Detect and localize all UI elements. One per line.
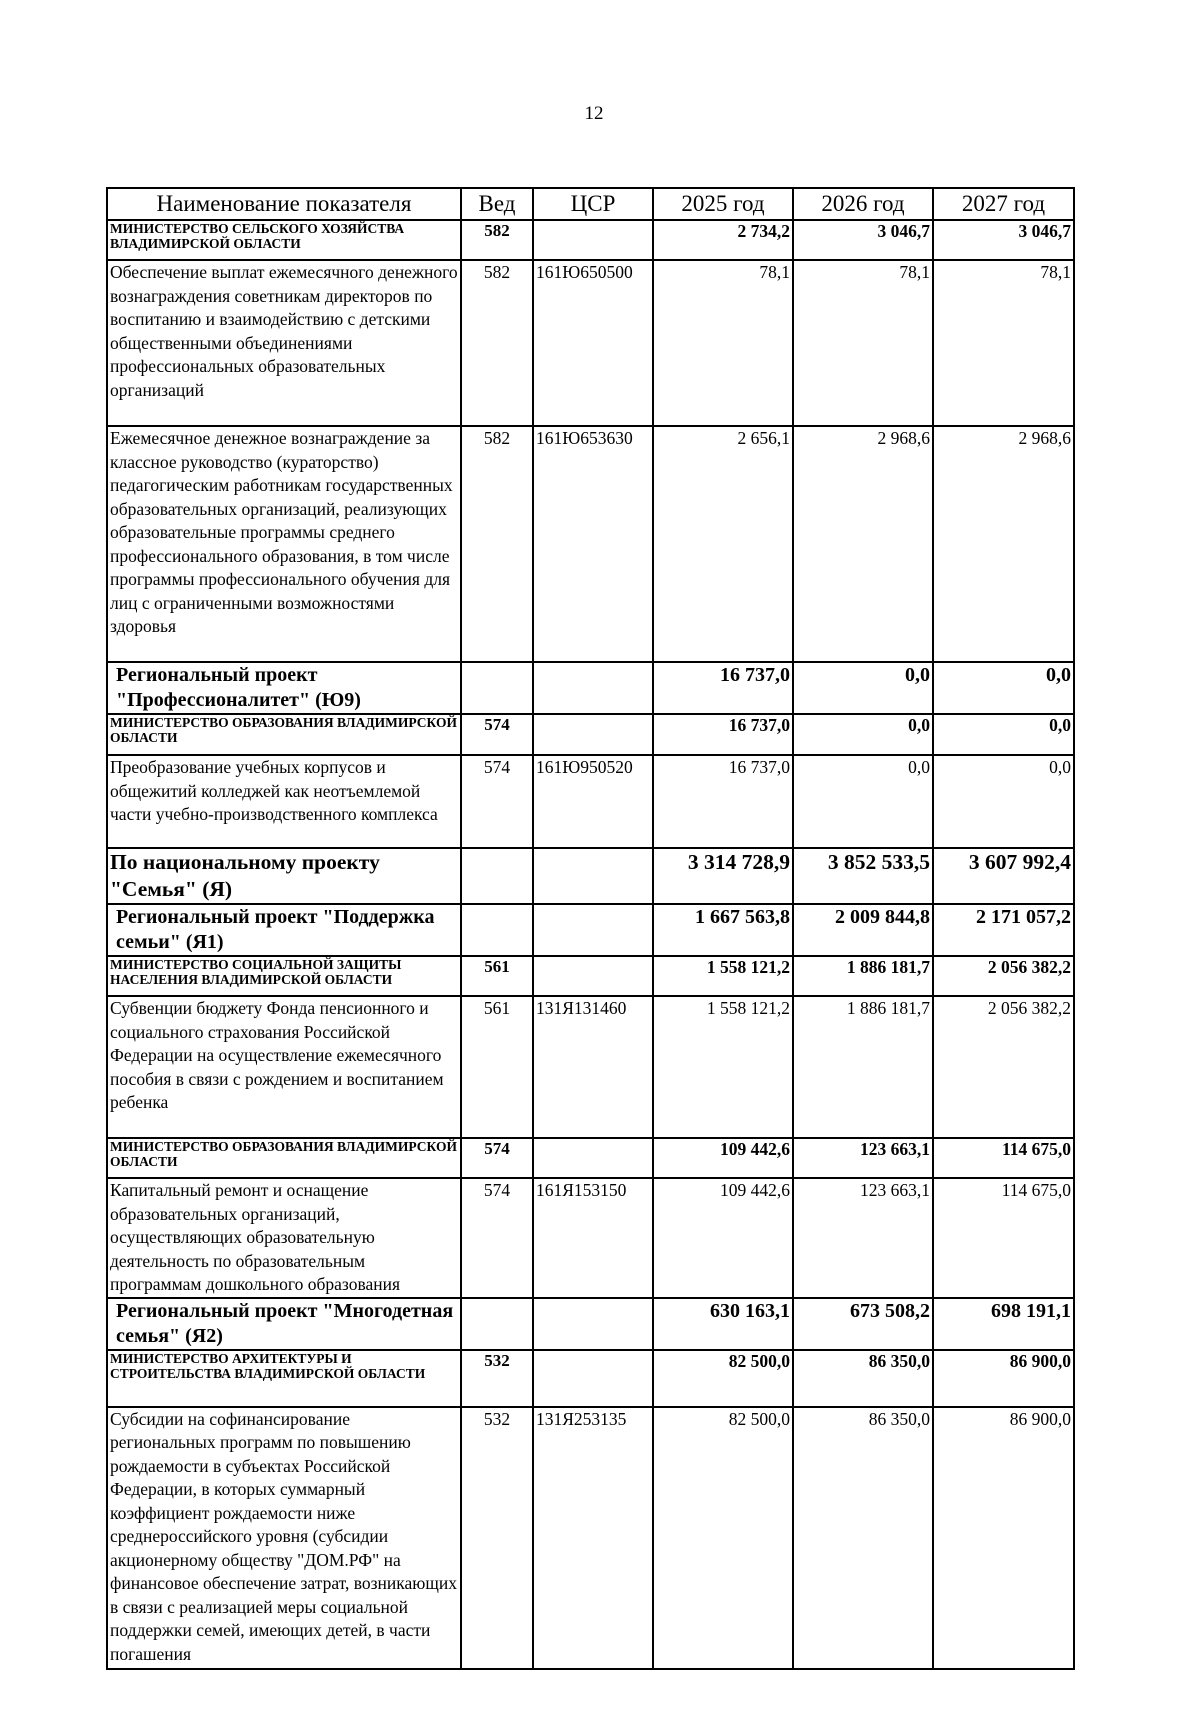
- cell-2026: 2 009 844,8: [793, 904, 933, 956]
- page-number: 12: [584, 103, 604, 124]
- cell-ved: 574: [461, 714, 533, 755]
- cell-2026: 1 886 181,7: [793, 996, 933, 1138]
- cell-ved: 574: [461, 1138, 533, 1178]
- cell-ved: [461, 1298, 533, 1350]
- cell-name: МИНИСТЕРСТВО ОБРАЗОВАНИЯ ВЛАДИМИРСКОЙ ОБЛАСТИ: [107, 1138, 461, 1178]
- cell-2027: 0,0: [933, 662, 1074, 714]
- cell-name: МИНИСТЕРСТВО ОБРАЗОВАНИЯ ВЛАДИМИРСКОЙ ОБЛАСТИ: [107, 714, 461, 755]
- cell-2027: 114 675,0: [933, 1138, 1074, 1178]
- cell-csr: [533, 714, 653, 755]
- cell-ved: 582: [461, 426, 533, 662]
- cell-name: Ежемесячное денежное вознаграждение за классное руководство (кураторство) педагогическим работникам государственных образовательных организаций, реализующих образовательные программы среднего профессионального образования, в том числе программы профессионального обучения для лиц с ограниченными возможностями здоровья: [107, 426, 461, 662]
- cell-ved: [461, 848, 533, 904]
- cell-csr: [533, 662, 653, 714]
- cell-ved: [461, 662, 533, 714]
- cell-2027: 0,0: [933, 714, 1074, 755]
- cell-2025: 109 442,6: [653, 1138, 793, 1178]
- cell-ved: 582: [461, 220, 533, 260]
- table-row: [107, 662, 1074, 714]
- cell-ved: 532: [461, 1350, 533, 1407]
- cell-ved: [461, 904, 533, 956]
- cell-2026: 1 886 181,7: [793, 956, 933, 996]
- cell-name: По национальному проекту "Семья" (Я): [107, 848, 461, 904]
- cell-csr: 131Я253135: [533, 1407, 653, 1669]
- cell-2025: 1 558 121,2: [653, 956, 793, 996]
- table-row: [107, 714, 1074, 755]
- cell-2026: 3 046,7: [793, 220, 933, 260]
- table-row: [107, 1407, 1074, 1669]
- cell-2027: 78,1: [933, 260, 1074, 426]
- cell-2025: 16 737,0: [653, 714, 793, 755]
- header-name: Наименование показателя: [107, 188, 461, 220]
- cell-name: Преобразование учебных корпусов и общежитий колледжей как неотъемлемой части учебно-производственного комплекса: [107, 755, 461, 848]
- cell-2026: 2 968,6: [793, 426, 933, 662]
- cell-2026: 3 852 533,5: [793, 848, 933, 904]
- cell-2025: 82 500,0: [653, 1407, 793, 1669]
- cell-csr: [533, 956, 653, 996]
- cell-2026: 0,0: [793, 714, 933, 755]
- cell-2027: 2 171 057,2: [933, 904, 1074, 956]
- cell-2025: 16 737,0: [653, 755, 793, 848]
- table-row: [107, 1138, 1074, 1178]
- cell-2025: 1 558 121,2: [653, 996, 793, 1138]
- cell-2027: 3 607 992,4: [933, 848, 1074, 904]
- cell-csr: [533, 1298, 653, 1350]
- cell-2027: 698 191,1: [933, 1298, 1074, 1350]
- cell-2026: 0,0: [793, 755, 933, 848]
- table-row: [107, 426, 1074, 662]
- table-row: [107, 848, 1074, 904]
- cell-csr: 161Ю650500: [533, 260, 653, 426]
- cell-csr: [533, 1350, 653, 1407]
- header-2027: 2027 год: [933, 188, 1074, 220]
- cell-csr: [533, 1138, 653, 1178]
- cell-2025: 16 737,0: [653, 662, 793, 714]
- cell-name: Региональный проект "Многодетная семья" (Я2): [107, 1298, 461, 1350]
- header-2025: 2025 год: [653, 188, 793, 220]
- cell-2026: 78,1: [793, 260, 933, 426]
- table-header-row: [107, 188, 1074, 220]
- table-row: [107, 904, 1074, 956]
- cell-2025: 1 667 563,8: [653, 904, 793, 956]
- table-row: [107, 260, 1074, 426]
- cell-2027: 2 968,6: [933, 426, 1074, 662]
- cell-2025: 82 500,0: [653, 1350, 793, 1407]
- table-row: [107, 1178, 1074, 1298]
- cell-2027: 2 056 382,2: [933, 956, 1074, 996]
- cell-name: МИНИСТЕРСТВО СЕЛЬСКОГО ХОЗЯЙСТВА ВЛАДИМИРСКОЙ ОБЛАСТИ: [107, 220, 461, 260]
- cell-2025: 2 656,1: [653, 426, 793, 662]
- header-csr: ЦСР: [533, 188, 653, 220]
- cell-2025: 3 314 728,9: [653, 848, 793, 904]
- table-body: [107, 220, 1074, 1669]
- cell-2027: 3 046,7: [933, 220, 1074, 260]
- cell-csr: [533, 904, 653, 956]
- cell-2027: 2 056 382,2: [933, 996, 1074, 1138]
- cell-name: Обеспечение выплат ежемесячного денежного вознаграждения советникам директоров по воспитанию и взаимодействию с детскими общественными объединениями профессиональных образовательных организаций: [107, 260, 461, 426]
- budget-table: [106, 187, 1075, 1670]
- cell-ved: 561: [461, 956, 533, 996]
- cell-name: Субвенции бюджету Фонда пенсионного и социального страхования Российской Федерации на осуществление ежемесячного пособия в связи с рождением и воспитанием ребенка: [107, 996, 461, 1138]
- cell-csr: [533, 848, 653, 904]
- table-row: [107, 1298, 1074, 1350]
- cell-2026: 86 350,0: [793, 1407, 933, 1669]
- cell-2025: 109 442,6: [653, 1178, 793, 1298]
- table-row: [107, 755, 1074, 848]
- cell-2027: 86 900,0: [933, 1407, 1074, 1669]
- cell-2027: 114 675,0: [933, 1178, 1074, 1298]
- cell-ved: 574: [461, 755, 533, 848]
- cell-csr: 161Ю653630: [533, 426, 653, 662]
- cell-csr: [533, 220, 653, 260]
- cell-2026: 673 508,2: [793, 1298, 933, 1350]
- cell-csr: 161Ю950520: [533, 755, 653, 848]
- cell-csr: 131Я131460: [533, 996, 653, 1138]
- cell-2025: 78,1: [653, 260, 793, 426]
- table-row: [107, 1350, 1074, 1407]
- cell-name: Капитальный ремонт и оснащение образовательных организаций, осуществляющих образовательную деятельность по образовательным программам дошкольного образования: [107, 1178, 461, 1298]
- cell-csr: 161Я153150: [533, 1178, 653, 1298]
- cell-name: Региональный проект "Профессионалитет" (Ю9): [107, 662, 461, 714]
- cell-name: МИНИСТЕРСТВО АРХИТЕКТУРЫ И СТРОИТЕЛЬСТВА ВЛАДИМИРСКОЙ ОБЛАСТИ: [107, 1350, 461, 1407]
- cell-2026: 86 350,0: [793, 1350, 933, 1407]
- cell-ved: 574: [461, 1178, 533, 1298]
- cell-2026: 0,0: [793, 662, 933, 714]
- cell-2027: 86 900,0: [933, 1350, 1074, 1407]
- table-row: [107, 996, 1074, 1138]
- cell-ved: 532: [461, 1407, 533, 1669]
- table-row: [107, 220, 1074, 260]
- cell-2026: 123 663,1: [793, 1138, 933, 1178]
- cell-name: Субсидии на софинансирование региональных программ по повышению рождаемости в субъектах Российской Федерации, в которых суммарный коэффициент рождаемости ниже среднероссийского уровня (субсидии акционерному обществу "ДОМ.РФ" на финансовое обеспечение затрат, возникающих в связи с реализацией меры социальной поддержки семей, имеющих детей, в части погашения: [107, 1407, 461, 1669]
- cell-ved: 582: [461, 260, 533, 426]
- header-2026: 2026 год: [793, 188, 933, 220]
- cell-name: МИНИСТЕРСТВО СОЦИАЛЬНОЙ ЗАЩИТЫ НАСЕЛЕНИЯ ВЛАДИМИРСКОЙ ОБЛАСТИ: [107, 956, 461, 996]
- table-row: [107, 956, 1074, 996]
- cell-name: Региональный проект "Поддержка семьи" (Я1): [107, 904, 461, 956]
- cell-2025: 630 163,1: [653, 1298, 793, 1350]
- cell-2026: 123 663,1: [793, 1178, 933, 1298]
- cell-2027: 0,0: [933, 755, 1074, 848]
- cell-ved: 561: [461, 996, 533, 1138]
- cell-2025: 2 734,2: [653, 220, 793, 260]
- header-ved: Вед: [461, 188, 533, 220]
